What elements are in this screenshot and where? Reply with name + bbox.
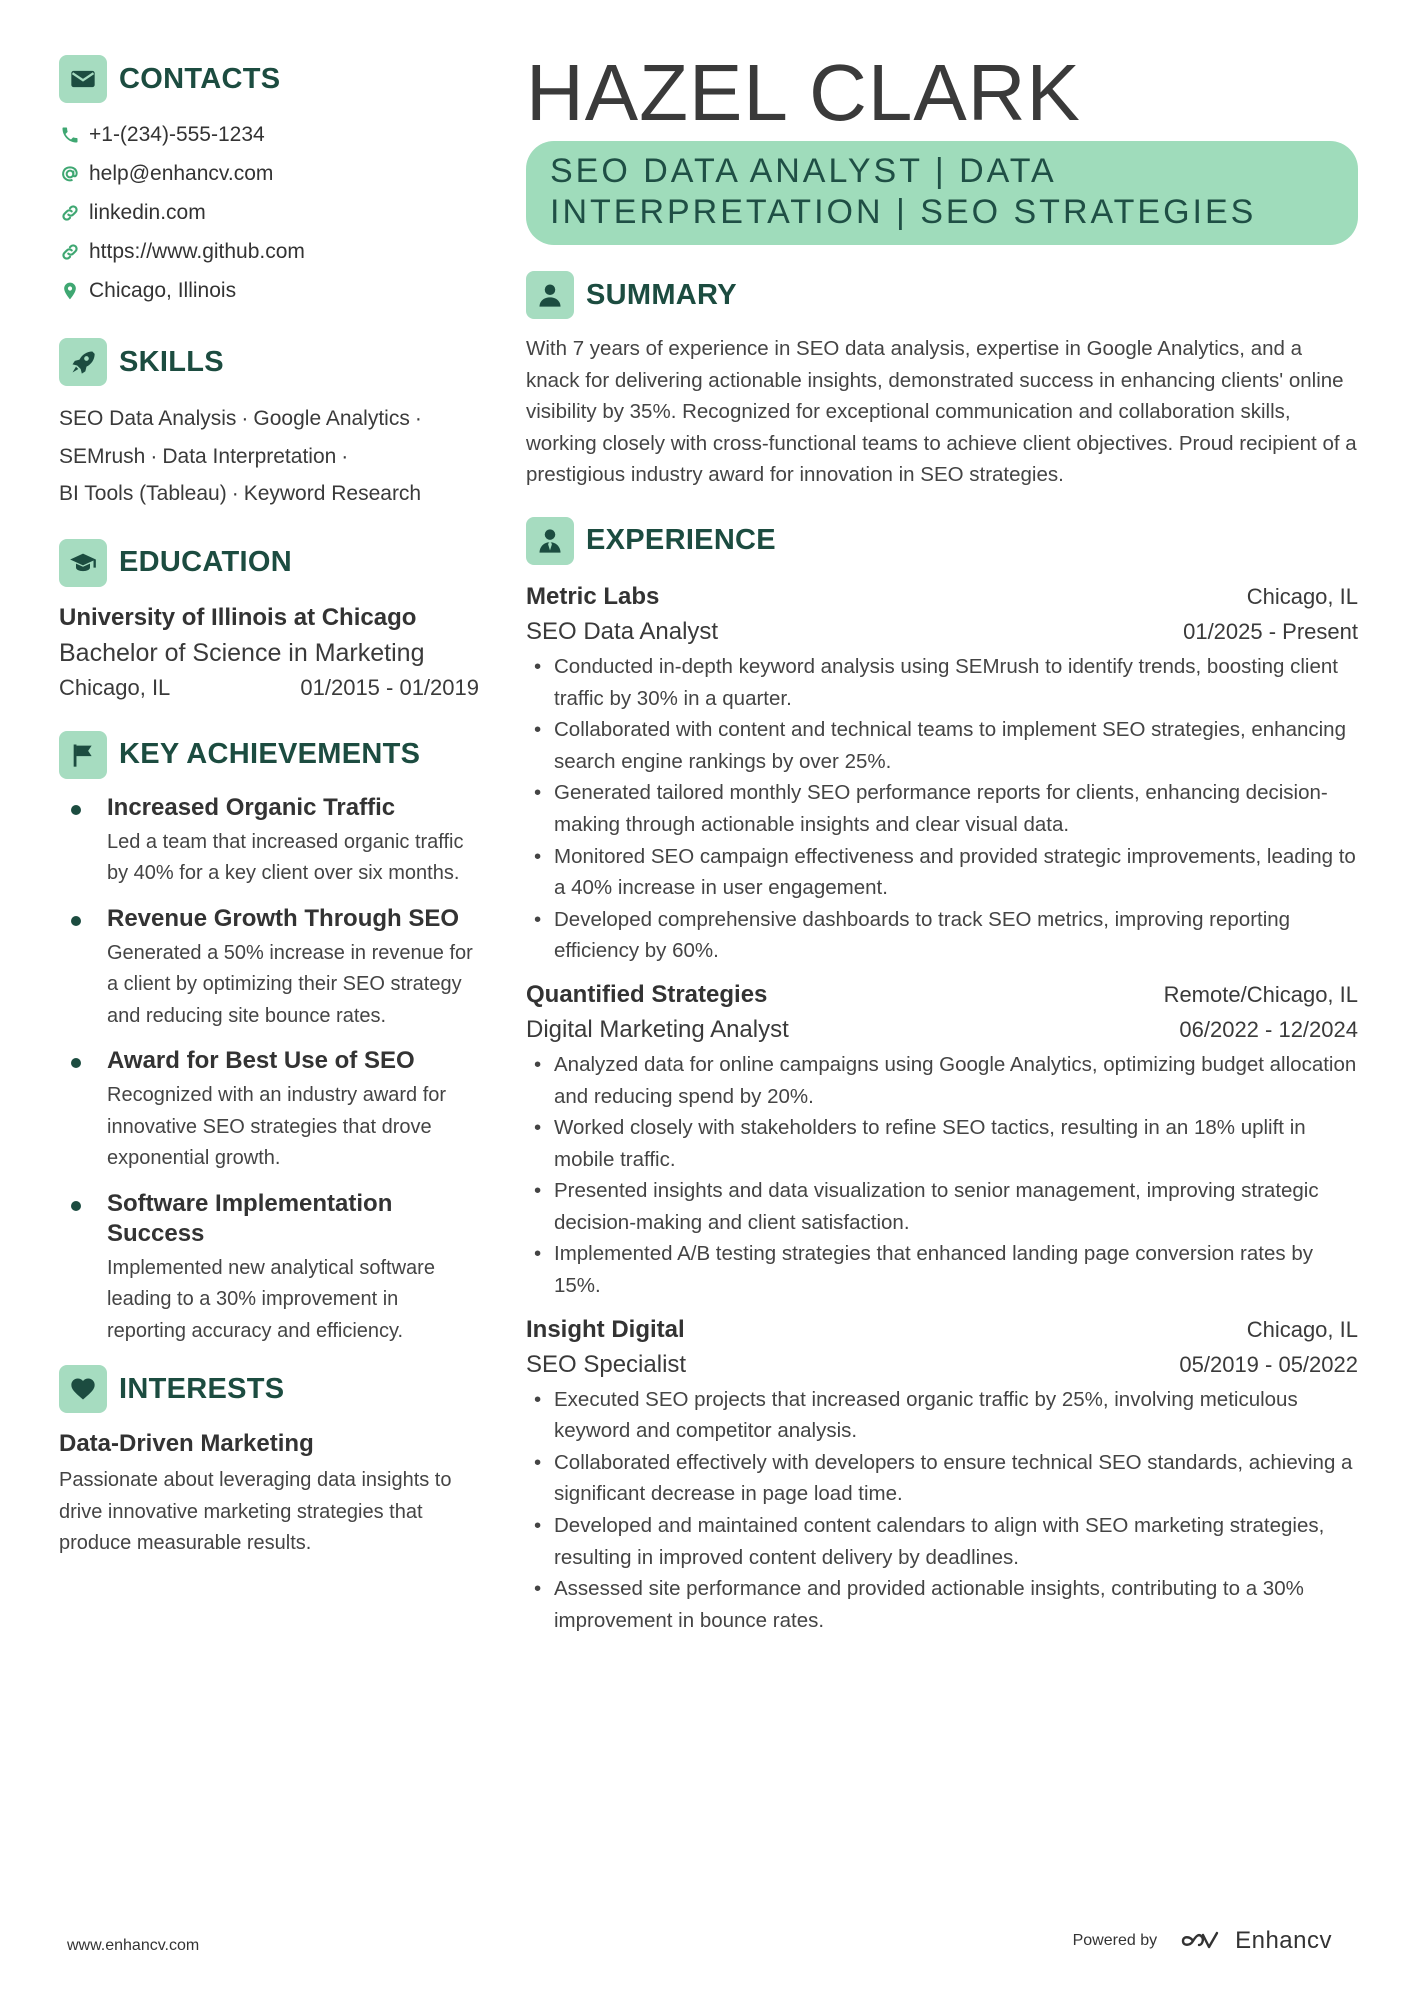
- job-entry: [526, 1312, 1358, 1637]
- job-dates: 01/2025 - Present: [1183, 618, 1358, 644]
- edu-dates: 01/2015 - 01/2019: [300, 674, 479, 700]
- skills-list: [59, 400, 479, 513]
- achievement-item: [59, 1046, 479, 1175]
- contact-location-text: Chicago, Illinois: [89, 278, 237, 302]
- achievement-desc: Generated a 50% increase in revenue for a client by optimizing their SEO strategy and reducing site bounce rates.: [107, 941, 473, 1027]
- phone-icon: [59, 124, 81, 146]
- headline-banner: [526, 141, 1358, 245]
- interest-desc: Passionate about leveraging data insights to drive innovative marketing strategies that produce measurable results.: [59, 1469, 452, 1554]
- brand-name: Enhancv: [1235, 1927, 1332, 1954]
- job-header: [526, 977, 1358, 1013]
- job-role: SEO Specialist: [526, 1350, 687, 1378]
- skills-line: [59, 438, 479, 476]
- achievement-title: Software Implementation Success: [107, 1189, 393, 1247]
- edu-degree: Bachelor of Science in Marketing: [59, 638, 425, 667]
- job-bullets: [526, 1384, 1358, 1637]
- achievement-item: [59, 904, 479, 1033]
- job-header: [526, 579, 1358, 615]
- left-column: [59, 55, 479, 1560]
- user-icon: [526, 271, 574, 319]
- interests-section: [59, 1365, 479, 1560]
- job-dates: 05/2019 - 05/2022: [1179, 1351, 1358, 1377]
- contact-email-text: help@enhancv.com: [89, 161, 274, 185]
- enhancv-logo-icon: [1181, 1929, 1227, 1953]
- footer-website[interactable]: www.enhancv.com: [67, 1937, 200, 1954]
- skill-tag: SEMrush: [59, 444, 146, 468]
- skill-tag: BI Tools (Tableau): [59, 482, 227, 505]
- job-bullet: • Collaborated with content and technical teams to implement SEO strategies, enhancing search engine rankings by over 25%.: [526, 714, 1358, 777]
- job-bullet: • Developed and maintained content calendars to align with SEO marketing strategies, resulting in improved content delivery by deadlines.: [526, 1510, 1358, 1573]
- contact-phone[interactable]: [59, 115, 479, 154]
- graduation-cap-icon: [59, 539, 107, 587]
- education-heading: EDUCATION: [119, 546, 292, 578]
- contact-email[interactable]: [59, 154, 479, 193]
- job-bullets: [526, 651, 1358, 967]
- skill-separator: ·: [150, 444, 158, 468]
- job-company: Insight Digital: [526, 1315, 685, 1343]
- brand-logo[interactable]: [1181, 1927, 1332, 1955]
- job-bullet: • Assessed site performance and provided actionable insights, contributing to a 30% improvement in bounce rates.: [526, 1573, 1358, 1636]
- achievements-section: [59, 731, 479, 1348]
- interest-title: Data-Driven Marketing: [59, 1430, 314, 1457]
- job-bullet: • Implemented A/B testing strategies that enhanced landing page conversion rates by 15%.: [526, 1238, 1358, 1301]
- link-icon: [59, 241, 81, 263]
- contact-phone-text: +1-(234)-555-1234: [89, 122, 265, 146]
- job-bullet: • Monitored SEO campaign effectiveness and provided strategic improvements, leading to a 40% increase in user engagement.: [526, 841, 1358, 904]
- right-column: [526, 48, 1358, 1646]
- heart-icon: [59, 1365, 107, 1413]
- achievements-header: [59, 731, 479, 779]
- job-bullet: • Generated tailored monthly SEO performance reports for clients, enhancing decision-making through actionable insights and clear visual data.: [526, 777, 1358, 840]
- job-bullet: • Developed comprehensive dashboards to track SEO metrics, improving reporting efficiency by 60%.: [526, 904, 1358, 967]
- powered-by-label: Powered by: [1072, 1932, 1158, 1949]
- education-header: [59, 539, 479, 587]
- skill-tag: SEO Data Analysis: [59, 407, 237, 430]
- job-subheader: [526, 1013, 1358, 1047]
- job-location: Chicago, IL: [1246, 583, 1358, 609]
- interests-heading: INTERESTS: [119, 1372, 285, 1405]
- summary-text: With 7 years of experience in SEO data analysis, expertise in Google Analytics, and a knack for delivering actionable insights, demonstrated success in enhancing clients' online visibility by 35%. Recognized for exceptional communication and collaboration skills, working closely with cross-functional teams to achieve client objectives. Proud recipient of a prestigious industry award for innovation in SEO strategies.: [526, 337, 1357, 487]
- interests-header: [59, 1365, 479, 1413]
- job-role: Digital Marketing Analyst: [526, 1015, 789, 1043]
- education-section: [59, 539, 479, 705]
- job-company: Metric Labs: [526, 582, 660, 610]
- contacts-header: [59, 55, 479, 103]
- experience-section: [526, 517, 1358, 1636]
- skill-tag: Data Interpretation: [162, 444, 337, 468]
- contact-github[interactable]: [59, 232, 479, 271]
- achievement-item: [59, 1189, 479, 1348]
- skill-tag: Keyword Research: [243, 482, 422, 505]
- user-tie-icon: [526, 517, 574, 565]
- skill-separator: ·: [241, 407, 249, 430]
- summary-heading: SUMMARY: [586, 278, 737, 311]
- experience-heading: EXPERIENCE: [586, 524, 776, 557]
- candidate-name: HAZEL CLARK: [526, 48, 1081, 137]
- envelope-icon: [59, 55, 107, 103]
- edu-school: University of Illinois at Chicago: [59, 603, 417, 631]
- job-role: SEO Data Analyst: [526, 617, 719, 645]
- achievement-desc: Led a team that increased organic traffic by 40% for a key client over six months.: [107, 830, 464, 884]
- headline-line: INTERPRETATION | SEO STRATEGIES: [550, 193, 1257, 231]
- job-bullet: • Presented insights and data visualization to senior management, improving strategic decision-making and client satisfaction.: [526, 1175, 1358, 1238]
- achievements-heading: KEY ACHIEVEMENTS: [119, 738, 421, 770]
- edu-meta: [59, 671, 479, 705]
- skills-header: [59, 338, 479, 386]
- at-icon: [59, 163, 81, 185]
- summary-section: [526, 271, 1358, 491]
- job-bullet: • Executed SEO projects that increased organic traffic by 25%, involving meticulous keyword and competitor analysis.: [526, 1384, 1358, 1447]
- location-icon: [59, 280, 81, 302]
- edu-location: Chicago, IL: [59, 674, 171, 700]
- achievement-item: [59, 793, 479, 890]
- headline-line: SEO DATA ANALYST | DATA: [550, 152, 1057, 190]
- summary-header: [526, 271, 1358, 319]
- contact-linkedin[interactable]: [59, 193, 479, 232]
- contacts-heading: CONTACTS: [119, 62, 281, 95]
- job-bullet: • Worked closely with stakeholders to refine SEO tactics, resulting in an 18% uplift in mobile traffic.: [526, 1112, 1358, 1175]
- contacts-section: [59, 55, 479, 310]
- skill-separator: ·: [231, 482, 239, 505]
- job-bullet: • Collaborated effectively with developers to ensure technical SEO standards, achieving a significant decrease in page load time.: [526, 1447, 1358, 1510]
- contact-location: [59, 271, 479, 310]
- achievement-desc: Implemented new analytical software leading to a 30% improvement in reporting accuracy and efficiency.: [107, 1256, 435, 1342]
- achievement-desc: Recognized with an industry award for innovative SEO strategies that drove exponential growth.: [107, 1084, 447, 1169]
- flag-icon: [59, 731, 107, 779]
- link-icon: [59, 202, 81, 224]
- job-dates: 06/2022 - 12/2024: [1179, 1016, 1358, 1042]
- achievement-title: Revenue Growth Through SEO: [107, 904, 460, 932]
- job-location: Chicago, IL: [1246, 1316, 1358, 1342]
- experience-header: [526, 517, 1358, 565]
- job-entry: [526, 977, 1358, 1302]
- job-bullet: • Conducted in-depth keyword analysis using SEMrush to identify trends, boosting client traffic by 30% in a quarter.: [526, 651, 1358, 714]
- job-entry: [526, 579, 1358, 967]
- contact-linkedin-text: linkedin.com: [89, 200, 206, 224]
- footer-branding: [1073, 1927, 1332, 1955]
- job-bullets: [526, 1049, 1358, 1302]
- job-company: Quantified Strategies: [526, 980, 768, 1008]
- job-location: Remote/Chicago, IL: [1163, 981, 1358, 1007]
- skill-separator: ·: [414, 407, 422, 430]
- skills-heading: SKILLS: [119, 345, 224, 378]
- achievement-title: Award for Best Use of SEO: [107, 1047, 415, 1074]
- skills-section: [59, 338, 479, 513]
- achievement-title: Increased Organic Traffic: [107, 793, 396, 821]
- rocket-icon: [59, 338, 107, 386]
- contact-github-text: https://www.github.com: [89, 239, 305, 263]
- skills-line: [59, 475, 479, 513]
- job-subheader: [526, 615, 1358, 649]
- job-subheader: [526, 1348, 1358, 1382]
- skills-line: [59, 400, 479, 438]
- skill-separator: ·: [341, 444, 349, 468]
- skill-tag: Google Analytics: [253, 407, 410, 430]
- job-header: [526, 1312, 1358, 1348]
- job-bullet: • Analyzed data for online campaigns using Google Analytics, optimizing budget allocation and reducing spend by 20%.: [526, 1049, 1358, 1112]
